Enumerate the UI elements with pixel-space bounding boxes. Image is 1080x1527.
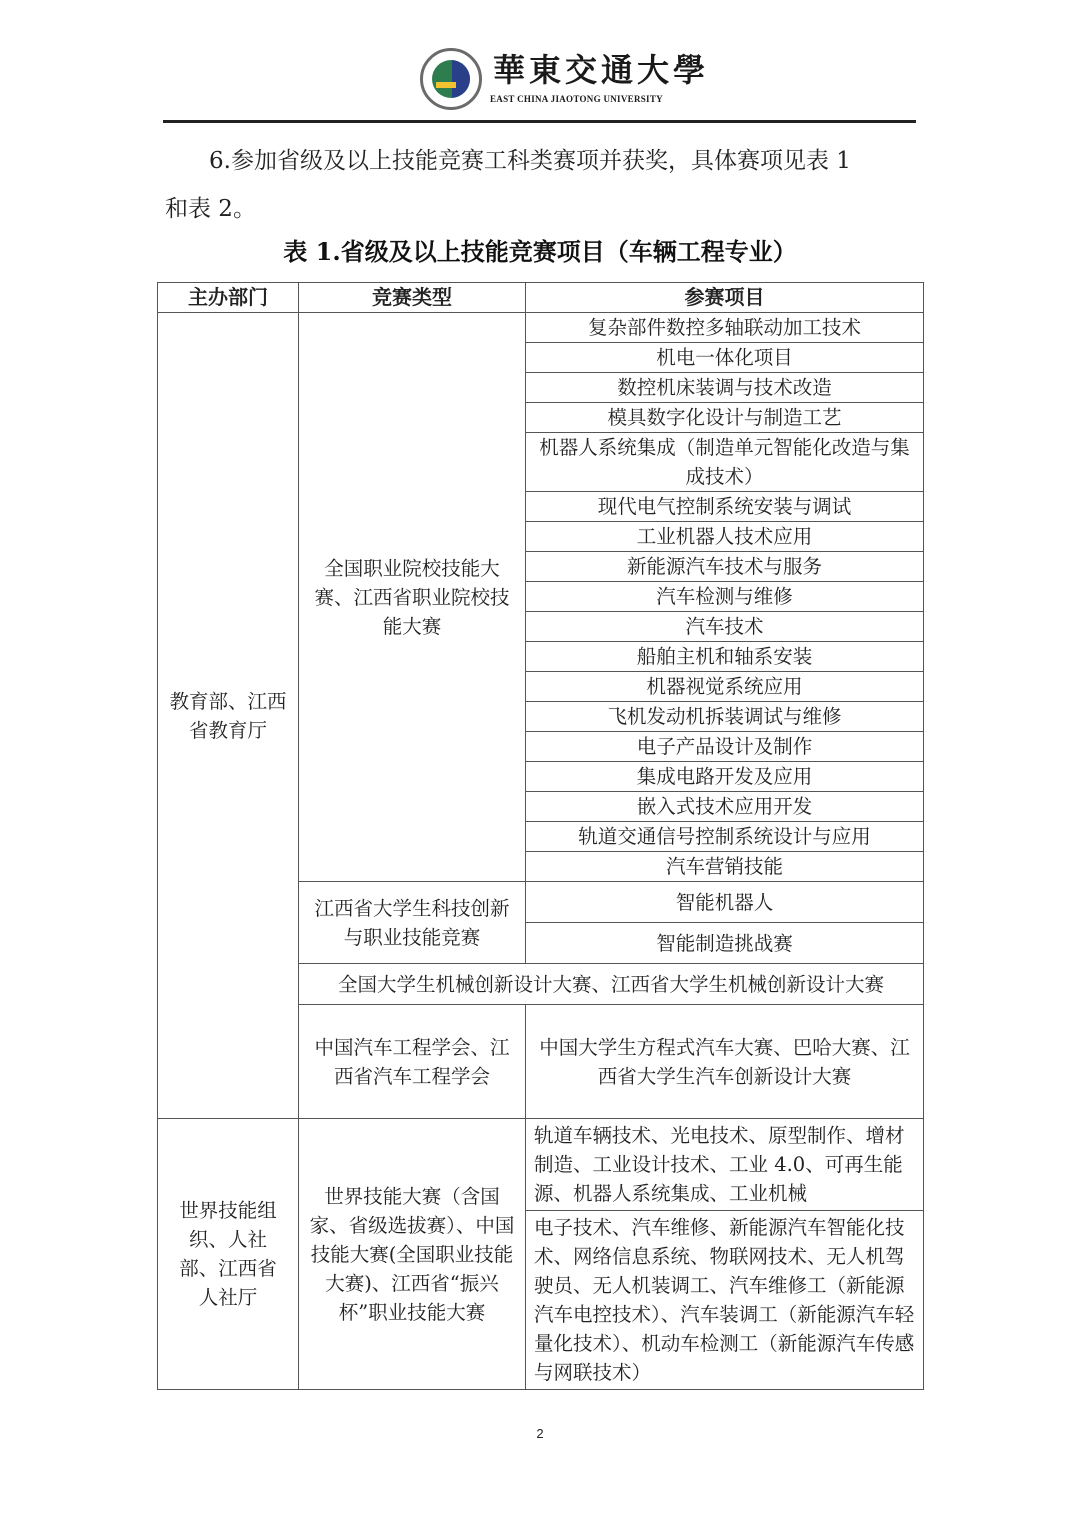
item-cell: 机器人系统集成（制造单元智能化改造与集成技术） — [526, 433, 924, 492]
university-name-cn: 華東交通大學 — [493, 51, 710, 89]
item-cell: 机电一体化项目 — [526, 343, 924, 373]
university-seal-icon — [420, 48, 482, 110]
organizer-cell: 教育部、江西省教育厅 — [158, 313, 299, 1119]
item-cell: 集成电路开发及应用 — [526, 762, 924, 792]
item-cell: 智能制造挑战赛 — [526, 923, 924, 964]
body-paragraph-line2: 和表 2。 — [165, 196, 256, 222]
item-cell: 电子技术、汽车维修、新能源汽车智能化技术、网络信息系统、物联网技术、无人机驾驶员、无人机装调工、汽车维修工（新能源汽车电控技术）、汽车装调工（新能源汽车轻量化技术）、机动车检测工（新能源汽车传感与网联技术） — [526, 1211, 924, 1390]
university-name-en: EAST CHINA JIAOTONG UNIVERSITY — [490, 94, 663, 104]
competition-type-cell: 全国职业院校技能大赛、江西省职业院校技能大赛 — [299, 313, 526, 882]
item-cell: 电子产品设计及制作 — [526, 732, 924, 762]
header-type: 竞赛类型 — [299, 283, 526, 313]
item-cell: 工业机器人技术应用 — [526, 522, 924, 552]
header-organizer: 主办部门 — [158, 283, 299, 313]
competition-type-cell: 世界技能大赛（含国家、省级选拔赛）、中国技能大赛(全国职业技能大赛)、江西省“振兴杯”职业技能大赛 — [299, 1119, 526, 1390]
item-cell: 数控机床装调与技术改造 — [526, 373, 924, 403]
item-cell: 复杂部件数控多轴联动加工技术 — [526, 313, 924, 343]
header-divider — [163, 120, 916, 123]
merged-competition-cell: 全国大学生机械创新设计大赛、江西省大学生机械创新设计大赛 — [299, 964, 924, 1005]
item-cell: 飞机发动机拆装调试与维修 — [526, 702, 924, 732]
item-cell: 嵌入式技术应用开发 — [526, 792, 924, 822]
organizer-cell: 中国汽车工程学会、江西省汽车工程学会 — [299, 1005, 526, 1119]
competition-type-cell: 江西省大学生科技创新与职业技能竞赛 — [299, 882, 526, 964]
table-row — [158, 1119, 924, 1211]
organizer-cell: 世界技能组织、人社部、江西省人社厅 — [158, 1119, 299, 1390]
item-cell: 新能源汽车技术与服务 — [526, 552, 924, 582]
header-items: 参赛项目 — [526, 283, 924, 313]
competition-table — [157, 282, 924, 1390]
letterhead — [0, 0, 1080, 124]
page-number: 2 — [536, 1426, 544, 1441]
item-cell: 船舶主机和轴系安装 — [526, 642, 924, 672]
item-cell: 轨道车辆技术、光电技术、原型制作、增材制造、工业设计技术、工业 4.0、可再生能源、机器人系统集成、工业机械 — [526, 1119, 924, 1211]
table-row — [158, 313, 924, 343]
item-cell: 轨道交通信号控制系统设计与应用 — [526, 822, 924, 852]
item-cell: 智能机器人 — [526, 882, 924, 923]
body-paragraph-line1: 6.参加省级及以上技能竞赛工科类赛项并获奖，具体赛项见表 1 — [209, 148, 851, 174]
item-cell: 汽车营销技能 — [526, 852, 924, 882]
item-cell: 现代电气控制系统安装与调试 — [526, 492, 924, 522]
table-header-row — [158, 283, 924, 313]
item-cell: 汽车技术 — [526, 612, 924, 642]
item-cell: 模具数字化设计与制造工艺 — [526, 403, 924, 433]
merged-competition-cell: 中国大学生方程式汽车大赛、巴哈大赛、江西省大学生汽车创新设计大赛 — [526, 1005, 924, 1119]
item-cell: 汽车检测与维修 — [526, 582, 924, 612]
table-title: 表 1.省级及以上技能竞赛项目（车辆工程专业） — [283, 237, 797, 266]
item-cell: 机器视觉系统应用 — [526, 672, 924, 702]
